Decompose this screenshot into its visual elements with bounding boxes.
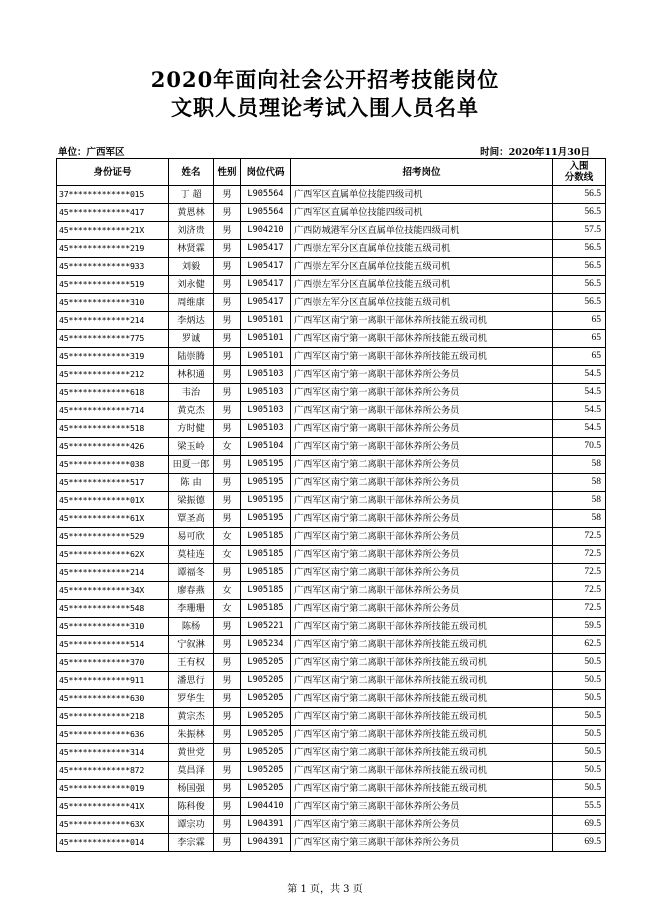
page-title-line1: 2020年面向社会公开招考技能岗位: [150, 67, 500, 92]
score-cell: 50.5: [553, 690, 606, 708]
score-cell: 56.5: [553, 258, 606, 276]
id-cell: 45*************618: [57, 384, 169, 402]
table-row: [57, 438, 606, 456]
id-cell: 45*************636: [57, 726, 169, 744]
name-cell: 陈杨: [169, 618, 214, 636]
post-cell: 广西军区南宁第二离职干部休养所技能五级司机: [291, 654, 553, 672]
score-cell: 72.5: [553, 546, 606, 564]
post-cell: 广西崇左军分区直属单位技能五级司机: [291, 276, 553, 294]
table-row: [57, 186, 606, 204]
score-cell: 50.5: [553, 708, 606, 726]
post-cell: 广西军区南宁第三离职干部休养所公务员: [291, 834, 553, 852]
id-cell: 45*************514: [57, 636, 169, 654]
table-body: [57, 186, 606, 852]
post-cell: 广西崇左军分区直属单位技能五级司机: [291, 258, 553, 276]
id-cell: 45*************518: [57, 420, 169, 438]
post-code-cell: L904391: [241, 834, 291, 852]
score-cell: 57.5: [553, 222, 606, 240]
name-cell: 黄宗杰: [169, 708, 214, 726]
name-cell: 莫桂连: [169, 546, 214, 564]
post-code-cell: L905195: [241, 474, 291, 492]
post-code-cell: L905104: [241, 438, 291, 456]
table-row: [57, 456, 606, 474]
post-cell: 广西军区直属单位技能四级司机: [291, 204, 553, 222]
header-post: 招考岗位: [291, 159, 553, 186]
name-cell: 田夏一郎: [169, 456, 214, 474]
name-cell: 覃圣高: [169, 510, 214, 528]
sex-cell: 男: [214, 636, 241, 654]
score-cell: 62.5: [553, 636, 606, 654]
id-cell: 45*************214: [57, 564, 169, 582]
table-row: [57, 834, 606, 852]
sex-cell: 男: [214, 420, 241, 438]
sex-cell: 男: [214, 474, 241, 492]
sex-cell: 男: [214, 708, 241, 726]
id-cell: 45*************519: [57, 276, 169, 294]
score-cell: 59.5: [553, 618, 606, 636]
sex-cell: 男: [214, 366, 241, 384]
post-code-cell: L905221: [241, 618, 291, 636]
id-cell: 45*************310: [57, 294, 169, 312]
sex-cell: 男: [214, 294, 241, 312]
name-cell: 陈 由: [169, 474, 214, 492]
name-cell: 韦治: [169, 384, 214, 402]
header-score-line1: 入围: [569, 161, 589, 172]
post-code-cell: L905205: [241, 708, 291, 726]
name-cell: 王有权: [169, 654, 214, 672]
post-code-cell: L905205: [241, 690, 291, 708]
post-cell: 广西军区南宁第一离职干部休养所公务员: [291, 402, 553, 420]
score-cell: 65: [553, 330, 606, 348]
sex-cell: 男: [214, 654, 241, 672]
sex-cell: 男: [214, 240, 241, 258]
post-cell: 广西军区南宁第二离职干部休养所公务员: [291, 564, 553, 582]
table-row: [57, 618, 606, 636]
score-cell: 50.5: [553, 672, 606, 690]
score-cell: 54.5: [553, 384, 606, 402]
table-row: [57, 492, 606, 510]
name-cell: 刘永健: [169, 276, 214, 294]
post-code-cell: L905101: [241, 330, 291, 348]
post-code-cell: L904410: [241, 798, 291, 816]
unit-label: 单位：广西军区: [58, 147, 125, 158]
id-cell: 45*************019: [57, 780, 169, 798]
post-code-cell: L905564: [241, 186, 291, 204]
sex-cell: 男: [214, 834, 241, 852]
table-row: [57, 726, 606, 744]
table-row: [57, 402, 606, 420]
table-row: [57, 420, 606, 438]
id-cell: 45*************314: [57, 744, 169, 762]
table-row: [57, 276, 606, 294]
post-code-cell: L905195: [241, 510, 291, 528]
sex-cell: 男: [214, 348, 241, 366]
table-row: [57, 240, 606, 258]
post-cell: 广西军区南宁第一离职干部休养所公务员: [291, 420, 553, 438]
score-cell: 56.5: [553, 240, 606, 258]
post-cell: 广西军区南宁第二离职干部休养所技能五级司机: [291, 762, 553, 780]
post-code-cell: L905185: [241, 546, 291, 564]
table-row: [57, 474, 606, 492]
id-cell: 45*************426: [57, 438, 169, 456]
name-cell: 林积通: [169, 366, 214, 384]
score-cell: 54.5: [553, 420, 606, 438]
post-code-cell: L905564: [241, 204, 291, 222]
name-cell: 李炳达: [169, 312, 214, 330]
name-cell: 丁 超: [169, 186, 214, 204]
post-cell: 广西崇左军分区直属单位技能五级司机: [291, 294, 553, 312]
post-code-cell: L905205: [241, 654, 291, 672]
name-cell: 罗诚: [169, 330, 214, 348]
table-row: [57, 312, 606, 330]
id-cell: 45*************775: [57, 330, 169, 348]
score-cell: 69.5: [553, 834, 606, 852]
post-cell: 广西军区南宁第三离职干部休养所公务员: [291, 798, 553, 816]
score-cell: 58: [553, 456, 606, 474]
score-cell: 69.5: [553, 816, 606, 834]
score-cell: 72.5: [553, 582, 606, 600]
post-cell: 广西军区南宁第二离职干部休养所公务员: [291, 474, 553, 492]
post-cell: 广西军区南宁第二离职干部休养所公务员: [291, 456, 553, 474]
id-cell: 45*************319: [57, 348, 169, 366]
sex-cell: 男: [214, 456, 241, 474]
post-cell: 广西军区南宁第一离职干部休养所公务员: [291, 384, 553, 402]
sex-cell: 男: [214, 384, 241, 402]
id-cell: 37*************015: [57, 186, 169, 204]
sex-cell: 男: [214, 510, 241, 528]
table-row: [57, 744, 606, 762]
table-row: [57, 636, 606, 654]
table-row: [57, 708, 606, 726]
table-row: [57, 582, 606, 600]
name-cell: 陈科俊: [169, 798, 214, 816]
table-row: [57, 690, 606, 708]
post-code-cell: L905101: [241, 312, 291, 330]
id-cell: 45*************41X: [57, 798, 169, 816]
name-cell: 罗华生: [169, 690, 214, 708]
post-code-cell: L905185: [241, 582, 291, 600]
header-id: 身份证号: [57, 159, 169, 186]
table-row: [57, 798, 606, 816]
id-cell: 45*************548: [57, 600, 169, 618]
post-code-cell: L905417: [241, 258, 291, 276]
table-row: [57, 204, 606, 222]
sex-cell: 女: [214, 582, 241, 600]
name-cell: 梁玉岭: [169, 438, 214, 456]
score-cell: 50.5: [553, 726, 606, 744]
post-cell: 广西崇左军分区直属单位技能五级司机: [291, 240, 553, 258]
table-row: [57, 366, 606, 384]
sex-cell: 男: [214, 564, 241, 582]
id-cell: 45*************21X: [57, 222, 169, 240]
name-cell: 周维康: [169, 294, 214, 312]
table-row: [57, 600, 606, 618]
score-cell: 70.5: [553, 438, 606, 456]
header-name: 姓名: [169, 159, 214, 186]
name-cell: 潘思行: [169, 672, 214, 690]
post-code-cell: L905417: [241, 294, 291, 312]
header-sex: 性别: [214, 159, 241, 186]
id-cell: 45*************014: [57, 834, 169, 852]
table-row: [57, 816, 606, 834]
post-code-cell: L905234: [241, 636, 291, 654]
score-cell: 50.5: [553, 780, 606, 798]
post-cell: 广西军区南宁第二离职干部休养所公务员: [291, 510, 553, 528]
id-cell: 45*************01X: [57, 492, 169, 510]
id-cell: 45*************417: [57, 204, 169, 222]
sex-cell: 女: [214, 528, 241, 546]
sex-cell: 男: [214, 222, 241, 240]
post-code-cell: L905205: [241, 780, 291, 798]
sex-cell: 男: [214, 690, 241, 708]
name-cell: 黄克杰: [169, 402, 214, 420]
post-cell: 广西军区南宁第一离职干部休养所技能五级司机: [291, 312, 553, 330]
post-cell: 广西军区南宁第二离职干部休养所技能五级司机: [291, 708, 553, 726]
sex-cell: 男: [214, 762, 241, 780]
sex-cell: 男: [214, 492, 241, 510]
post-cell: 广西军区南宁第三离职干部休养所公务员: [291, 816, 553, 834]
score-cell: 55.5: [553, 798, 606, 816]
table-row: [57, 564, 606, 582]
name-cell: 方时健: [169, 420, 214, 438]
sex-cell: 男: [214, 780, 241, 798]
post-cell: 广西军区南宁第二离职干部休养所公务员: [291, 600, 553, 618]
table-row: [57, 762, 606, 780]
id-cell: 45*************872: [57, 762, 169, 780]
id-cell: 45*************370: [57, 654, 169, 672]
post-code-cell: L905103: [241, 366, 291, 384]
post-cell: 广西军区南宁第二离职干部休养所技能五级司机: [291, 636, 553, 654]
score-cell: 50.5: [553, 762, 606, 780]
sex-cell: 女: [214, 546, 241, 564]
header-code: 岗位代码: [241, 159, 291, 186]
sex-cell: 男: [214, 816, 241, 834]
name-cell: 莫昌泽: [169, 762, 214, 780]
post-code-cell: L905103: [241, 402, 291, 420]
name-cell: 梁振德: [169, 492, 214, 510]
name-cell: 黄恩林: [169, 204, 214, 222]
table-row: [57, 330, 606, 348]
sex-cell: 女: [214, 438, 241, 456]
post-cell: 广西军区南宁第二离职干部休养所技能五级司机: [291, 780, 553, 798]
sex-cell: 男: [214, 672, 241, 690]
table-row: [57, 258, 606, 276]
score-cell: 56.5: [553, 294, 606, 312]
sex-cell: 男: [214, 312, 241, 330]
post-cell: 广西军区南宁第二离职干部休养所技能五级司机: [291, 618, 553, 636]
post-code-cell: L905205: [241, 762, 291, 780]
post-cell: 广西军区南宁第二离职干部休养所公务员: [291, 582, 553, 600]
post-code-cell: L905417: [241, 240, 291, 258]
post-code-cell: L904210: [241, 222, 291, 240]
id-cell: 45*************219: [57, 240, 169, 258]
page-title-line2: 文职人员理论考试入围人员名单: [171, 95, 479, 120]
post-cell: 广西军区直属单位技能四级司机: [291, 186, 553, 204]
post-code-cell: L905205: [241, 726, 291, 744]
post-code-cell: L905205: [241, 744, 291, 762]
page-footer: 第 1 页，共 3 页: [287, 884, 363, 895]
name-cell: 朱振林: [169, 726, 214, 744]
score-cell: 50.5: [553, 654, 606, 672]
post-cell: 广西军区南宁第一离职干部休养所公务员: [291, 438, 553, 456]
sex-cell: 男: [214, 258, 241, 276]
post-code-cell: L905195: [241, 492, 291, 510]
id-cell: 45*************517: [57, 474, 169, 492]
score-cell: 58: [553, 492, 606, 510]
name-cell: 刘济贵: [169, 222, 214, 240]
sex-cell: 男: [214, 276, 241, 294]
table-row: [57, 528, 606, 546]
id-cell: 45*************61X: [57, 510, 169, 528]
post-code-cell: L905195: [241, 456, 291, 474]
post-code-cell: L905103: [241, 384, 291, 402]
score-cell: 72.5: [553, 600, 606, 618]
id-cell: 45*************630: [57, 690, 169, 708]
name-cell: 谭宗功: [169, 816, 214, 834]
post-code-cell: L905185: [241, 528, 291, 546]
name-cell: 杨国强: [169, 780, 214, 798]
post-cell: 广西军区南宁第一离职干部休养所公务员: [291, 366, 553, 384]
name-cell: 谭福冬: [169, 564, 214, 582]
sex-cell: 男: [214, 726, 241, 744]
name-cell: 易可欣: [169, 528, 214, 546]
id-cell: 45*************212: [57, 366, 169, 384]
sex-cell: 男: [214, 402, 241, 420]
header-score-line2: 分数线: [564, 172, 594, 183]
name-cell: 李珊珊: [169, 600, 214, 618]
score-cell: 56.5: [553, 186, 606, 204]
name-cell: 廖春燕: [169, 582, 214, 600]
post-cell: 广西军区南宁第二离职干部休养所公务员: [291, 492, 553, 510]
id-cell: 45*************038: [57, 456, 169, 474]
time-label: 时间：2020年11月30日: [480, 147, 590, 158]
candidate-table: [56, 158, 606, 852]
score-cell: 72.5: [553, 564, 606, 582]
table-row: [57, 510, 606, 528]
post-cell: 广西军区南宁第二离职干部休养所技能五级司机: [291, 726, 553, 744]
sex-cell: 男: [214, 798, 241, 816]
sex-cell: 男: [214, 204, 241, 222]
post-cell: 广西军区南宁第二离职干部休养所公务员: [291, 546, 553, 564]
post-cell: 广西军区南宁第二离职干部休养所技能五级司机: [291, 744, 553, 762]
name-cell: 宁叙淋: [169, 636, 214, 654]
sex-cell: 男: [214, 330, 241, 348]
score-cell: 54.5: [553, 366, 606, 384]
post-cell: 广西军区南宁第二离职干部休养所技能五级司机: [291, 672, 553, 690]
score-cell: 50.5: [553, 744, 606, 762]
name-cell: 李宗霖: [169, 834, 214, 852]
post-code-cell: L905417: [241, 276, 291, 294]
table-row: [57, 546, 606, 564]
table-row: [57, 294, 606, 312]
name-cell: 陆崇腾: [169, 348, 214, 366]
table-header-row: [57, 159, 606, 186]
post-cell: 广西军区南宁第一离职干部休养所技能五级司机: [291, 330, 553, 348]
id-cell: 45*************911: [57, 672, 169, 690]
table-row: [57, 348, 606, 366]
score-cell: 72.5: [553, 528, 606, 546]
id-cell: 45*************218: [57, 708, 169, 726]
header-score: [553, 159, 606, 186]
id-cell: 45*************214: [57, 312, 169, 330]
sex-cell: 男: [214, 744, 241, 762]
id-cell: 45*************933: [57, 258, 169, 276]
post-cell: 广西军区南宁第二离职干部休养所技能五级司机: [291, 690, 553, 708]
sex-cell: 男: [214, 186, 241, 204]
post-code-cell: L905103: [241, 420, 291, 438]
score-cell: 58: [553, 510, 606, 528]
name-cell: 黄世党: [169, 744, 214, 762]
id-cell: 45*************714: [57, 402, 169, 420]
post-cell: 广西军区南宁第一离职干部休养所技能五级司机: [291, 348, 553, 366]
id-cell: 45*************310: [57, 618, 169, 636]
id-cell: 45*************529: [57, 528, 169, 546]
table-row: [57, 384, 606, 402]
score-cell: 65: [553, 348, 606, 366]
table-row: [57, 222, 606, 240]
sex-cell: 男: [214, 618, 241, 636]
id-cell: 45*************62X: [57, 546, 169, 564]
id-cell: 45*************34X: [57, 582, 169, 600]
score-cell: 58: [553, 474, 606, 492]
name-cell: 林贤霖: [169, 240, 214, 258]
table-row: [57, 654, 606, 672]
post-code-cell: L905185: [241, 600, 291, 618]
post-code-cell: L905101: [241, 348, 291, 366]
score-cell: 56.5: [553, 204, 606, 222]
post-code-cell: L905185: [241, 564, 291, 582]
post-cell: 广西军区南宁第二离职干部休养所公务员: [291, 528, 553, 546]
score-cell: 54.5: [553, 402, 606, 420]
post-code-cell: L904391: [241, 816, 291, 834]
sex-cell: 女: [214, 600, 241, 618]
table-row: [57, 780, 606, 798]
table-row: [57, 672, 606, 690]
name-cell: 刘毅: [169, 258, 214, 276]
id-cell: 45*************63X: [57, 816, 169, 834]
score-cell: 56.5: [553, 276, 606, 294]
post-cell: 广西防城港军分区直属单位技能四级司机: [291, 222, 553, 240]
post-code-cell: L905205: [241, 672, 291, 690]
score-cell: 65: [553, 312, 606, 330]
